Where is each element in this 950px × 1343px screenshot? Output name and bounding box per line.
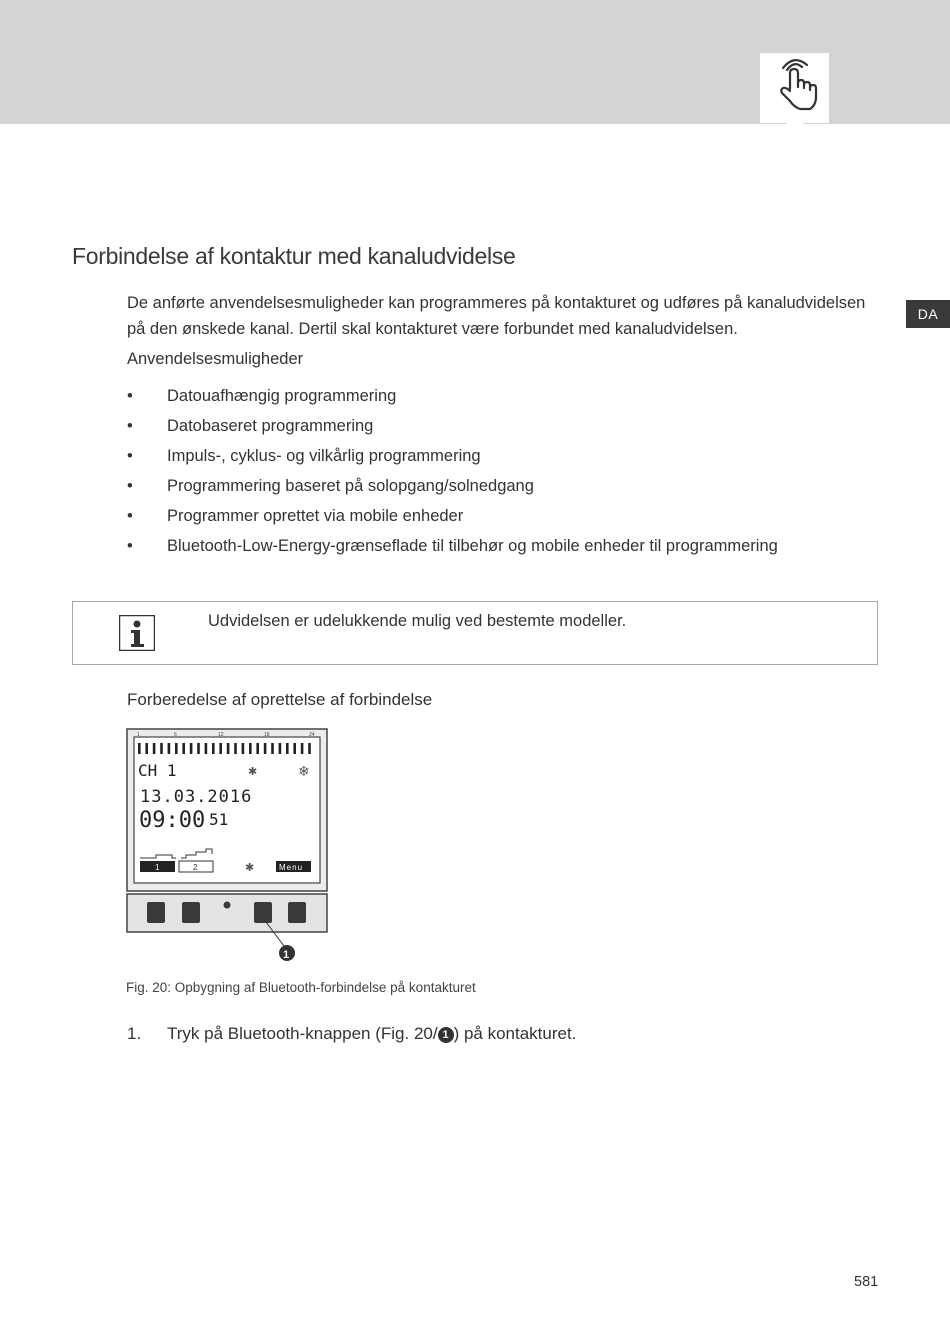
step-number: 1.	[127, 1024, 142, 1043]
bluetooth-button	[254, 902, 272, 923]
hour-segment	[190, 743, 193, 754]
hour-segment	[234, 743, 237, 754]
scale-label: 24	[309, 732, 315, 738]
list-item: • Datobaseret programmering	[127, 414, 778, 444]
device-button	[288, 902, 306, 923]
hour-segment	[271, 743, 274, 754]
uses-list	[127, 384, 778, 564]
hour-segment	[227, 743, 230, 754]
step-text-end: ) på kontakturet.	[453, 1024, 577, 1043]
language-tab: DA	[906, 300, 950, 328]
scale-label: 12	[218, 732, 224, 738]
hour-segment	[197, 743, 200, 754]
device-button	[182, 902, 200, 923]
hour-segment	[286, 743, 289, 754]
hour-segment	[308, 743, 311, 754]
bullet: •	[127, 387, 133, 405]
list-item: • Bluetooth-Low-Energy-grænseflade til tilbehør og mobile enheder til programmering	[127, 534, 778, 564]
seconds-display: 51	[209, 810, 229, 829]
hour-segment	[264, 743, 267, 754]
uses-heading: Anvendelsesmuligheder	[127, 350, 304, 368]
scale-label: 6	[174, 732, 177, 738]
callout-number: 1	[283, 949, 290, 961]
hour-segment	[279, 743, 282, 754]
hour-segment	[212, 743, 215, 754]
scale-label: 1	[137, 732, 140, 738]
hour-segment	[249, 743, 252, 754]
hour-segment	[293, 743, 296, 754]
figure-ref-badge: 1	[438, 1027, 454, 1043]
bluetooth-icon: ✱	[245, 862, 255, 874]
status-led	[224, 902, 231, 909]
hour-segment	[175, 743, 178, 754]
info-icon	[119, 615, 155, 651]
hour-segment	[219, 743, 222, 754]
hour-segment	[301, 743, 304, 754]
list-item: • Impuls-, cyklus- og vilkårlig programmering	[127, 444, 778, 474]
instruction-step	[127, 1024, 576, 1044]
menu-label: Menu	[279, 863, 304, 872]
list-item: • Programmering baseret på solopgang/solnedgang	[127, 474, 778, 504]
bullet: •	[127, 447, 133, 465]
bullet: •	[127, 477, 133, 495]
time-display: 09:00	[139, 808, 206, 833]
figure-caption: Fig. 20: Opbygning af Bluetooth-forbindelse på kontakturet	[126, 980, 476, 995]
hour-segment	[145, 743, 148, 754]
note-text: Udvidelsen er udelukkende mulig ved bestemte modeller.	[208, 612, 627, 630]
channel-2-label: 2	[193, 863, 198, 872]
hour-segment	[205, 743, 208, 754]
touch-box-pointer	[786, 122, 804, 138]
hour-segment	[256, 743, 259, 754]
touch-hand-icon	[760, 53, 829, 123]
hour-segment	[138, 743, 141, 754]
touch-instruction-box	[760, 53, 829, 123]
scale-label: 18	[264, 732, 270, 738]
step-text: Tryk på Bluetooth-knappen (Fig. 20/	[167, 1024, 438, 1043]
hour-segment	[160, 743, 163, 754]
list-item: • Programmer oprettet via mobile enheder	[127, 504, 778, 534]
list-item: • Datouafhængig programmering	[127, 384, 778, 414]
bullet: •	[127, 507, 133, 525]
hour-segment	[242, 743, 245, 754]
channel-1-label: 1	[155, 863, 160, 872]
hour-segment	[182, 743, 185, 754]
channel-label: CH 1	[138, 761, 177, 780]
info-note-box	[72, 601, 878, 665]
hour-segment	[153, 743, 156, 754]
date-display: 13.03.2016	[140, 787, 253, 807]
intro-paragraph: De anførte anvendelsesmuligheder kan programmeres på kontakturet og udføres på kanaludvidelsen på den ønskede kanal. Dertil skal kontakturet være forbundet med kanaludvidelsen.	[127, 294, 866, 338]
hour-segment	[168, 743, 171, 754]
bullet: •	[127, 537, 133, 555]
device-button	[147, 902, 165, 923]
bullet: •	[127, 417, 133, 435]
page-number: 581	[854, 1274, 879, 1290]
section-heading: Forberedelse af oprettelse af forbindelse	[127, 690, 433, 709]
snowflake-icon: ❄	[298, 763, 310, 779]
timer-device-figure	[126, 728, 336, 968]
bluetooth-icon: ✱	[248, 766, 258, 778]
page-title: Forbindelse af kontaktur med kanaludvidelse	[72, 243, 516, 269]
